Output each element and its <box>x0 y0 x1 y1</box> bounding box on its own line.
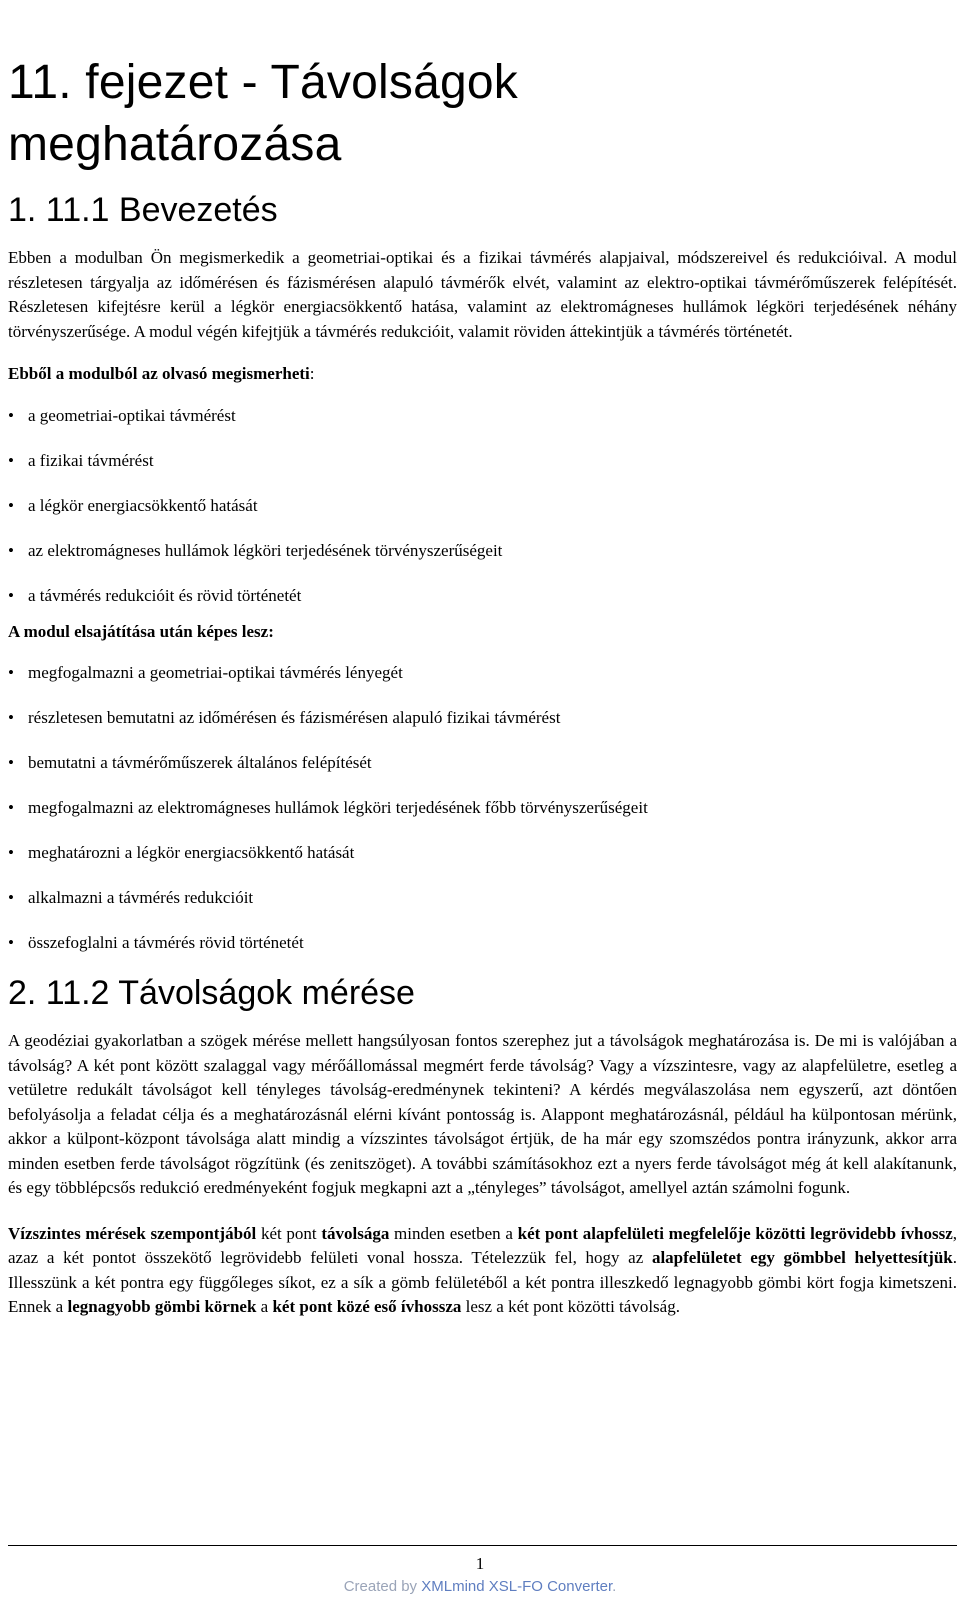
para2-bold-3: két pont alapfelületi megfelelője közötti legrövidebb ívhossz <box>517 1223 953 1243</box>
learn-lead-bold: Ebből a modulból az olvasó megismerheti <box>8 364 310 383</box>
para2-text-2: minden esetben a <box>389 1223 518 1243</box>
able-list-item <box>8 661 957 685</box>
bullet-icon: • <box>8 540 14 560</box>
footer-divider <box>8 1545 957 1546</box>
chapter-title-line-2: meghatározása <box>8 118 342 171</box>
para2-bold-4: alapfelületet egy gömbbel helyettesítjük <box>651 1248 953 1267</box>
learn-list-item-text: az elektromágneses hullámok légköri terjedésének törvényszerűségeit <box>28 540 503 560</box>
credit-link[interactable]: XMLmind XSL-FO Converter <box>421 1578 613 1595</box>
learn-list-item <box>8 449 957 473</box>
learn-list-item <box>8 539 957 563</box>
para2-bold-5: legnagyobb gömbi körnek <box>67 1297 257 1316</box>
able-lead-bold: A modul elsajátítása után képes lesz: <box>8 621 274 641</box>
bullet-icon: • <box>8 450 14 470</box>
section-2-title: 2. 11.2 Távolságok mérése <box>8 974 415 1012</box>
chapter-title <box>8 52 957 176</box>
learn-list-item-text: a távmérés redukcióit és rövid történetét <box>28 585 302 605</box>
credit-suffix: . <box>612 1578 617 1595</box>
able-list-item-text: megfogalmazni az elektromágneses hullámok légköri terjedésének főbb törvényszerűségeit <box>28 798 648 817</box>
section-2-paragraph-1: A geodéziai gyakorlatban a szögek mérése mellett hangsúlyosan fontos szerephez jut a távolságok meghatározása is. De mi is valójában a távolság? A két pont között szalaggal vagy mérőállomással megmért ferde távolság? Vagy a vízszintesre, vagy az alapfelületre, esetleg a vetületre redukált távolságot kell tényleges távolság-eredménynek tekinteni? A kérdés megválaszolása nem egyszerű, azt döntően befolyásolja a feladat célja és a meghatározásnál elérni kívánt pontosság is. Alappont meghatározásnál, például ha külpontosan mérünk, akkor a külpont-központ távolsága alatt mindig a vízszintes távolságot értjük, de ha már egy szomszédos pontra irányzunk, akkor arra minden esetben ferde távolságot rögzítünk (és zenitszöget). A további számításokhoz ezt a nyers ferde távolságot még át kell alakítanunk, és egy többlépcsős redukció eredményeként fogjuk megkapni azt a „tényleges” távolságot, amellyel aztán számolni fogunk. <box>8 1031 957 1197</box>
able-list-item-text: alkalmazni a távmérés redukcióit <box>28 888 254 907</box>
para2-text-3: , azaz a két pontot összekötő legrövidebb felületi vonal hossza. Tételezzük fel, hogy az <box>8 1223 957 1267</box>
learn-list-item-text: a geometriai-optikai távmérést <box>28 405 236 425</box>
para2-bold-1: Vízszintes mérések szempontjából <box>8 1223 257 1243</box>
able-list-item-text: összefoglalni a távmérés rövid történetét <box>28 933 304 952</box>
generator-credit <box>0 1577 960 1597</box>
page-number: 1 <box>475 1554 485 1573</box>
bullet-icon: • <box>8 888 14 907</box>
credit-prefix: Created by <box>343 1578 422 1595</box>
able-list-item <box>8 841 957 865</box>
para2-text-4: . Illesszünk a két pontra egy függőleges síkot, ez a sík a gömb felületéből a két pontra illeszkedő legnagyobb gömbi kört fogja kimetszeni. Ennek a <box>8 1248 957 1316</box>
para2-bold-2: távolsága <box>321 1223 390 1243</box>
learn-list-item <box>8 584 957 608</box>
able-list-item <box>8 886 957 910</box>
bullet-icon: • <box>8 495 14 515</box>
section-1-title: 1. 11.1 Bevezetés <box>8 191 278 229</box>
learn-list-item <box>8 494 957 518</box>
learn-lead <box>8 362 957 387</box>
para2-text-1: két pont <box>256 1223 322 1243</box>
able-list-item-text: megfogalmazni a geometriai-optikai távmérés lényegét <box>28 663 403 682</box>
para2-bold-6: két pont közé eső ívhossza <box>272 1297 462 1316</box>
able-list-item <box>8 796 957 820</box>
learn-list <box>8 404 957 608</box>
able-list-item <box>8 751 957 775</box>
learn-list-item-text: a légkör energiacsökkentő hatását <box>28 495 258 515</box>
para2-text-5: a <box>256 1297 273 1316</box>
bullet-icon: • <box>8 405 14 425</box>
able-lead <box>8 620 957 645</box>
bullet-icon: • <box>8 663 14 682</box>
bullet-icon: • <box>8 753 14 772</box>
able-list-item <box>8 706 957 730</box>
bullet-icon: • <box>8 933 14 952</box>
bullet-icon: • <box>8 585 14 605</box>
able-list <box>8 661 957 955</box>
learn-lead-colon: : <box>309 364 315 383</box>
learn-list-item <box>8 404 957 428</box>
able-list-item-text: meghatározni a légkör energiacsökkentő hatását <box>28 843 355 862</box>
para2-text-6: lesz a két pont közötti távolság. <box>461 1297 680 1316</box>
bullet-icon: • <box>8 798 14 817</box>
chapter-title-line-1: 11. fejezet - Távolságok <box>8 56 518 109</box>
learn-list-item-text: a fizikai távmérést <box>28 450 154 470</box>
section-2-paragraph-2 <box>8 1222 957 1320</box>
document-page <box>8 0 957 1320</box>
intro-paragraph: Ebben a modulban Ön megismerkedik a geometriai-optikai és a fizikai távmérés alapjaival, módszereivel és redukcióival. A modul részletesen tárgyalja az időmérésen és fázismérésen alapuló távmérők elvét, valamint az elektro-optikai távmérőműszerek felépítését. Részletesen kifejtésre kerül a légkör energiacsökkentő hatása, valamint az elektromágneses hullámok légköri terjedésének néhány törvényszerűsége. A modul végén kifejtjük a távmérés redukcióit, valamit röviden áttekintjük a távmérés történetét. <box>8 248 957 341</box>
able-list-item-text: bemutatni a távmérőműszerek általános felépítését <box>28 753 372 772</box>
able-list-item <box>8 931 957 955</box>
bullet-icon: • <box>8 708 14 727</box>
able-list-item-text: részletesen bemutatni az időmérésen és fázismérésen alapuló fizikai távmérést <box>28 708 561 727</box>
bullet-icon: • <box>8 843 14 862</box>
